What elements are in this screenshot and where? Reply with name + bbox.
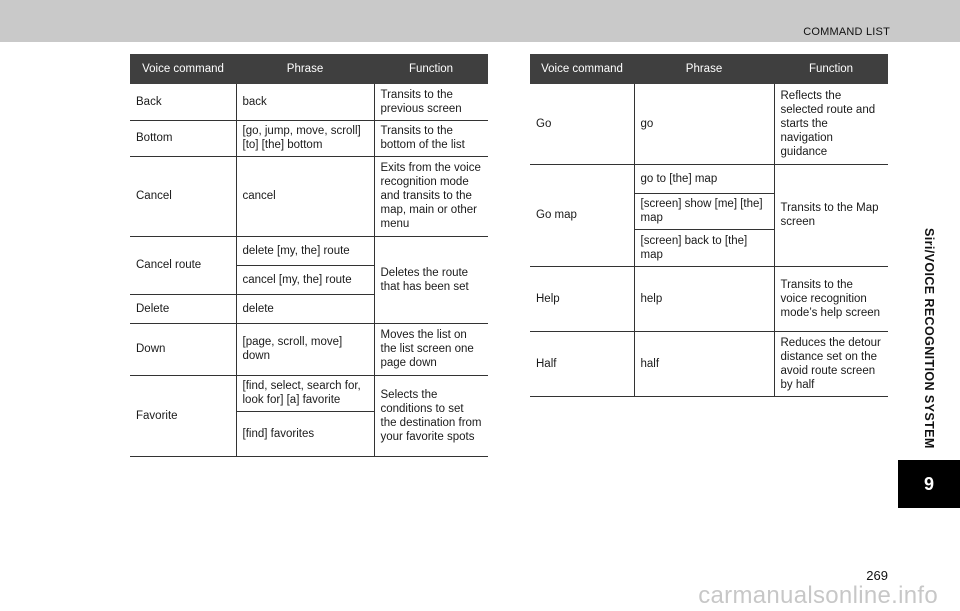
command-cell: Favorite [130, 375, 236, 456]
command-cell: Bottom [130, 120, 236, 156]
function-cell: Moves the list on the list screen one page down [374, 323, 488, 375]
table-row [530, 84, 888, 164]
column-header-phrase: Phrase [236, 54, 374, 84]
phrase-cell: delete [my, the] route [236, 236, 374, 265]
command-cell: Delete [130, 294, 236, 323]
phrase-cell: [screen] back to [the] map [634, 229, 774, 266]
column-header-command: Voice command [530, 54, 634, 84]
table-row [130, 156, 488, 236]
table-row [530, 331, 888, 396]
table-header-row [130, 54, 488, 84]
phrase-cell: [go, jump, move, scroll] [to] [the] bottom [236, 120, 374, 156]
phrase-cell: go [634, 84, 774, 164]
command-cell: Go [530, 84, 634, 164]
phrase-cell: delete [236, 294, 374, 323]
phrase-cell: half [634, 331, 774, 396]
function-cell: Reduces the detour distance set on the avoid route screen by half [774, 331, 888, 396]
table-row [130, 375, 488, 411]
command-cell: Down [130, 323, 236, 375]
function-cell: Deletes the route that has been set [374, 236, 488, 323]
watermark-text: carmanualsonline.info [698, 582, 938, 609]
table-row [130, 84, 488, 120]
table-row [530, 164, 888, 193]
phrase-cell: cancel [my, the] route [236, 265, 374, 294]
column-header-function: Function [374, 54, 488, 84]
function-cell: Transits to the previous screen [374, 84, 488, 120]
phrase-cell: cancel [236, 156, 374, 236]
table-row [130, 120, 488, 156]
chapter-title-vertical: Siri/VOICE RECOGNITION SYSTEM [922, 228, 936, 449]
function-cell: Selects the conditions to set the destination from your favorite spots [374, 375, 488, 456]
table-row [130, 236, 488, 265]
phrase-cell: [screen] show [me] [the] map [634, 193, 774, 229]
phrase-cell: [find] favorites [236, 411, 374, 456]
function-cell: Transits to the bottom of the list [374, 120, 488, 156]
command-table-right [530, 54, 888, 397]
command-cell: Back [130, 84, 236, 120]
function-cell: Exits from the voice recognition mode and transits to the map, main or other menu [374, 156, 488, 236]
table-row [130, 323, 488, 375]
command-cell: Half [530, 331, 634, 396]
column-header-phrase: Phrase [634, 54, 774, 84]
command-cell: Help [530, 266, 634, 331]
phrase-cell: go to [the] map [634, 164, 774, 193]
command-cell: Cancel [130, 156, 236, 236]
page-number: 269 [866, 568, 888, 583]
phrase-cell: [find, select, search for, look for] [a] favorite [236, 375, 374, 411]
table-header-row [530, 54, 888, 84]
column-header-command: Voice command [130, 54, 236, 84]
page-header-title: COMMAND LIST [803, 26, 890, 38]
phrase-cell: help [634, 266, 774, 331]
function-cell: Transits to the Map screen [774, 164, 888, 266]
chapter-number-badge: 9 [898, 460, 960, 508]
function-cell: Reflects the selected route and starts the navigation guidance [774, 84, 888, 164]
phrase-cell: [page, scroll, move] down [236, 323, 374, 375]
command-table-left [130, 54, 488, 457]
command-cell: Go map [530, 164, 634, 266]
function-cell: Transits to the voice recognition mode’s help screen [774, 266, 888, 331]
phrase-cell: back [236, 84, 374, 120]
column-header-function: Function [774, 54, 888, 84]
table-row [530, 266, 888, 331]
command-cell: Cancel route [130, 236, 236, 294]
